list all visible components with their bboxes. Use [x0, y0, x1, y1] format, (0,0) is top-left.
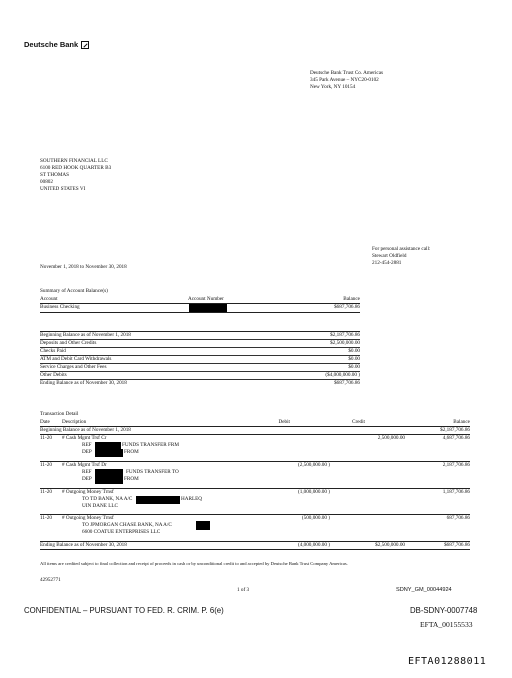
redaction [196, 521, 210, 530]
balance-row [40, 364, 360, 372]
balance-value: $2,187,706.86 [330, 332, 360, 338]
balance-label: ATM and Debit Card Withdrawals [40, 356, 112, 362]
client-address-line: SOUTHERN FINANCIAL LLC [40, 158, 108, 164]
bank-address-line: New York, NY 10154 [310, 84, 356, 90]
tx-header-credit: Credit [352, 419, 365, 425]
footnote: All items are credited subject to final collection and receipt of proceeds in cash or by unconditional credit to and accepted by Deutsche Bank Trust Company Americas. [40, 561, 348, 566]
tx-ending-label: Ending Balance as of November 30, 2018 [40, 542, 127, 548]
tx-date: 11-20 [40, 462, 52, 468]
summary-title: Summary of Account Balance(s) [40, 288, 108, 294]
balance-value: $0.00 [348, 356, 360, 362]
tx-debit: (1,000,000.00 ) [298, 489, 330, 495]
bank-logo [24, 40, 89, 49]
table-row [40, 435, 470, 461]
table-row [40, 489, 470, 513]
tx-header-date: Date [40, 419, 50, 425]
tx-beneficiary: TO TD BANK, NA A/C [82, 496, 133, 502]
document-code: 42952771 [40, 577, 61, 583]
tx-beneficiary-name: UIN DANE LLC [82, 503, 119, 509]
tx-detail: HARLEQ [181, 496, 203, 502]
assistance-line: Stewart Oldfield [372, 253, 407, 259]
client-address-line: ST THOMAS [40, 172, 70, 178]
assistance-line: 212-454-2881 [372, 260, 402, 266]
bank-address-line: Deutsche Bank Trust Co. Americas [310, 70, 384, 76]
tx-detail: FUNDS TRANSFER TO [126, 469, 179, 475]
balance-row [40, 332, 360, 340]
tx-ref: REF [82, 442, 92, 448]
tx-ending-credit: $2,500,000.00 [375, 542, 405, 548]
balance-value: ($4,000,000.00 ) [325, 372, 360, 378]
balance-label: Service Charges and Other Fees [40, 364, 107, 370]
page-number: 1 of 3 [237, 587, 250, 593]
transaction-title: Transaction Detail [40, 411, 79, 417]
balance-row [40, 372, 360, 380]
tx-beneficiary-name: 6600 COATUE ENTERPRISES LLC [82, 529, 161, 535]
balance-label: Ending Balance as of November 30, 2018 [40, 380, 127, 386]
tx-ref: REF [82, 469, 92, 475]
balance-row [40, 380, 360, 387]
summary-account: Business Checking [40, 304, 80, 310]
client-address-line: 6100 RED HOOK QUARTER B3 [40, 165, 112, 171]
tx-balance: 687,706.86 [446, 515, 470, 521]
tx-dep: DEP [82, 476, 92, 482]
tx-balance: 1,187,706.86 [442, 489, 470, 495]
tx-from: FROM [124, 476, 139, 482]
balance-label: Deposits and Other Credits [40, 340, 97, 346]
bank-address [310, 70, 383, 91]
balance-row [40, 356, 360, 364]
balance-label: Beginning Balance as of November 1, 2018 [40, 332, 131, 338]
balance-value: $2,500,000.00 [330, 340, 360, 346]
tx-header-debit: Debit [278, 419, 290, 425]
balance-label: Other Debits [40, 372, 67, 378]
tx-description: # Cash Mgmt Trsf Dr [62, 462, 107, 468]
confidential-notice: CONFIDENTIAL – PURSUANT TO FED. R. CRIM. P. 6(e) [24, 606, 224, 615]
assistance-line: For personal assistance call: [372, 246, 431, 252]
tx-date: 11-20 [40, 515, 52, 521]
summary-col-number: Account Number [188, 296, 224, 302]
table-row [40, 462, 470, 488]
divider [40, 312, 360, 313]
client-address-line: UNITED STATES VI [40, 186, 86, 192]
balance-row [40, 348, 360, 356]
summary-col-balance: Balance [343, 296, 360, 302]
balance-value: $687,706.86 [334, 380, 360, 386]
summary-balance: $687,706.86 [334, 304, 360, 310]
bank-name: Deutsche Bank [24, 40, 79, 49]
tx-description: # Outgoing Money Trnsf [62, 515, 114, 521]
statement-period: November 1, 2018 to November 30, 2018 [40, 264, 127, 270]
tx-balance: 4,687,706.86 [442, 435, 470, 441]
tx-detail: FUNDS TRANSFER FRM [122, 442, 179, 448]
tx-beginning-balance: $2,187,706.86 [440, 427, 470, 433]
efta-stamp: EFTA01288011 [408, 656, 487, 667]
tx-header-description: Description [62, 419, 87, 425]
tx-description: # Cash Mgmt Trsf Cr [62, 435, 107, 441]
tx-description: # Outgoing Money Trnsf [62, 489, 114, 495]
client-address [40, 158, 111, 193]
bates-number: SDNY_GM_00044924 [396, 587, 452, 593]
bates-number: EFTA_00155533 [420, 620, 473, 629]
balance-row [40, 340, 360, 348]
balance-value: $0.00 [348, 364, 360, 370]
tx-balance: 2,187,706.86 [442, 462, 470, 468]
tx-ending-balance: $687,706.86 [444, 542, 470, 548]
table-row [40, 515, 470, 540]
divider [40, 549, 470, 550]
tx-beneficiary: TO JPMORGAN CHASE BANK, NA A/C [82, 522, 172, 528]
summary-col-account: Account [40, 296, 58, 302]
tx-from: FROM [124, 449, 139, 455]
assistance-contact [372, 246, 430, 267]
redaction [95, 449, 123, 457]
tx-date: 11-20 [40, 435, 52, 441]
redaction [136, 496, 180, 504]
bank-address-line: 345 Park Avenue – NYC20-0102 [310, 77, 379, 83]
client-address-line: 00802 [40, 179, 53, 185]
tx-debit: (2,500,000.00 ) [298, 462, 330, 468]
bates-number: DB-SDNY-0007748 [410, 606, 478, 615]
tx-dep: DEP [82, 449, 92, 455]
tx-credit: 2,500,000.00 [377, 435, 405, 441]
balance-summary [40, 332, 360, 387]
redaction [95, 476, 123, 484]
balance-value: $0.00 [348, 348, 360, 354]
tx-beginning-label: Beginning Balance as of November 1, 2018 [40, 427, 131, 433]
tx-debit: (500,000.00 ) [301, 515, 330, 521]
balance-label: Checks Paid [40, 348, 66, 354]
tx-date: 11-20 [40, 489, 52, 495]
tx-header-balance: Balance [453, 419, 470, 425]
deutsche-bank-slash-icon [81, 41, 89, 49]
tx-ending-debit: (4,000,000.00 ) [298, 542, 330, 548]
